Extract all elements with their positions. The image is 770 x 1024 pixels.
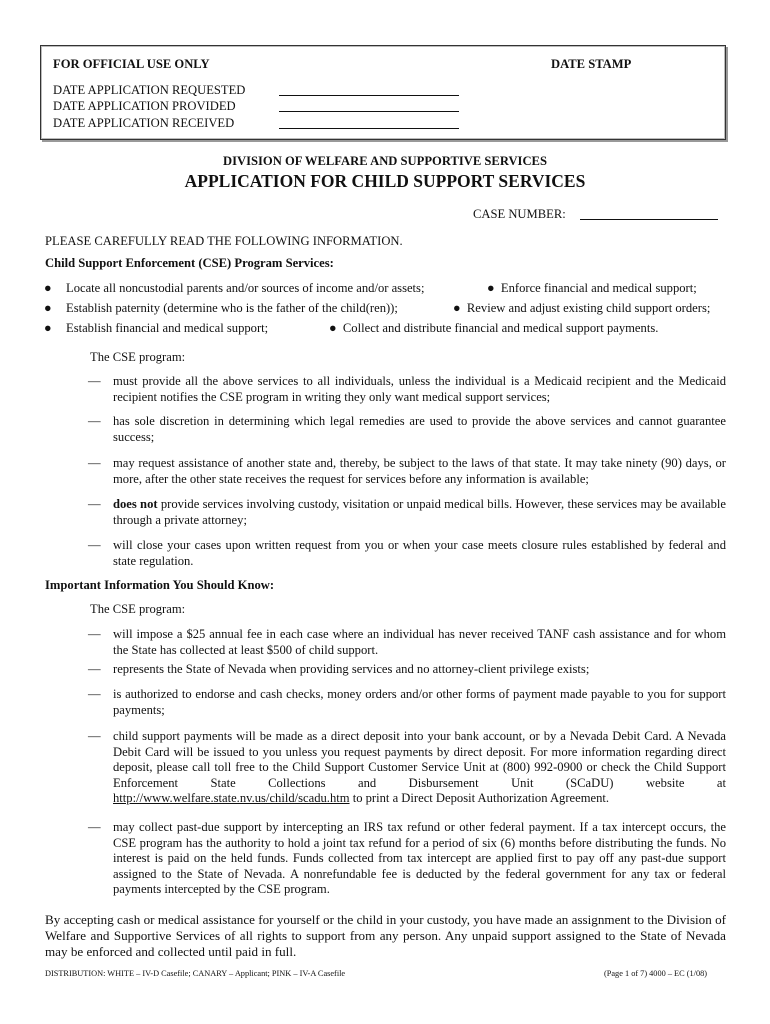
dash-icon: — <box>88 414 101 428</box>
service-row <box>329 321 658 337</box>
dash-icon: — <box>88 729 101 743</box>
page-title: APPLICATION FOR CHILD SUPPORT SERVICES <box>184 171 586 191</box>
dash-icon: — <box>88 538 101 552</box>
scadu-link[interactable]: http://www.welfare.state.nv.us/child/scadu.htm <box>113 791 350 805</box>
service-row <box>44 281 424 297</box>
service-left: Establish financial and medical support; <box>66 321 269 335</box>
bullet-icon: ● <box>487 281 495 295</box>
bullet-icon: ● <box>329 321 337 335</box>
date-received-label: DATE APPLICATION RECEIVED <box>53 116 235 130</box>
date-stamp-label: DATE STAMP <box>551 57 632 71</box>
dash-icon: — <box>88 687 101 701</box>
date-provided-field[interactable] <box>279 99 459 112</box>
bullet-icon: ● <box>44 301 52 315</box>
division-heading: DIVISION OF WELFARE AND SUPPORTIVE SERVICES <box>223 154 547 168</box>
important-program-label: The CSE program: <box>90 602 186 616</box>
service-row <box>44 321 268 337</box>
dash-icon: — <box>88 820 101 834</box>
service-right: Review and adjust existing child support orders; <box>466 301 711 315</box>
page-info-footer: (Page 1 of 7) 4000 – EC (1/08) <box>604 969 708 978</box>
list-item: — does not provide services involving custody, visitation or unpaid medical bills. However, these services may be available through a private attorney; <box>88 497 726 527</box>
dash-icon: — <box>88 662 101 676</box>
date-requested-label: DATE APPLICATION REQUESTED <box>53 83 246 97</box>
list-item: — is authorized to endorse and cash checks, money orders and/or other forms of payment made payable to you for support payments; <box>88 687 726 717</box>
does-not-emphasis: does not <box>113 497 158 511</box>
case-number-label: CASE NUMBER: <box>473 207 566 221</box>
distribution-footer: DISTRIBUTION: WHITE – IV-D Casefile; CANARY – Applicant; PINK – IV-A Casefile <box>45 969 346 978</box>
date-provided-label: DATE APPLICATION PROVIDED <box>53 99 236 113</box>
program-services-heading: Child Support Enforcement (CSE) Program Services: <box>45 256 334 270</box>
list-item: — may request assistance of another state and, thereby, be subject to the laws of that state. It may take ninety (90) days, or more, after the other state receives the request for services before any information is available; <box>88 456 726 486</box>
assignment-paragraph: By accepting cash or medical assistance for yourself or the child in your custody, you have made an assignment to the Division of Welfare and Supportive Services of all rights to support from any person. Any unpaid support assigned to the State of Nevada may be enforced and collected until paid in full. <box>45 912 726 959</box>
date-requested-field[interactable] <box>279 83 459 96</box>
service-left: Locate all noncustodial parents and/or sources of income and/or assets; <box>66 281 425 295</box>
list-item: — has sole discretion in determining which legal remedies are used to provide the above services and cannot guarantee success; <box>88 414 726 444</box>
list-item: — represents the State of Nevada when providing services and no attorney-client privilege exists; <box>88 662 590 676</box>
bullet-icon: ● <box>44 281 52 295</box>
service-row <box>44 301 398 317</box>
bullet-icon: ● <box>453 301 461 315</box>
list-item: — will impose a $25 annual fee in each case where an individual has never received TANF cash assistance and for whom the State has collected at least $500 of child support. <box>88 627 726 657</box>
list-item: — child support payments will be made as a direct deposit into your bank account, or by a Nevada Debit Card. A Nevada Debit Card will be issued to you unless you request payments by direct deposit. For more information regarding direct deposit, please call toll free to the Child Support Customer Service Unit at (800) 992-0900 or check the Child Support Enforcement State Collections and Disbursement Unit (SCaDU) website at http://www.welfare.state.nv.us/child/scadu.htm to print a Direct Deposit Authorization Agreement. <box>88 729 726 805</box>
official-use-heading: FOR OFFICIAL USE ONLY <box>53 57 210 71</box>
bullet-icon: ● <box>44 321 52 335</box>
dash-icon: — <box>88 497 101 511</box>
dash-icon: — <box>88 456 101 470</box>
list-item: — must provide all the above services to all individuals, unless the individual is a Medicaid recipient and the Medicaid recipient notifies the CSE program in writing they only want medical support services; <box>88 374 726 404</box>
list-item: — may collect past-due support by intercepting an IRS tax refund or other federal payment. If a tax intercept occurs, the CSE program has the authority to hold a joint tax refund for a period of six (6) months before distributing the funds. No interest is paid on the held funds. Funds collected from tax intercept are applied first to pay off any past-due support assigned to the State of Nevada. A nonrefundable fee is deducted by the federal government for any tax or federal payments intercepted by the CSE program. <box>88 820 726 896</box>
service-left: Establish paternity (determine who is the father of the child(ren)); <box>66 301 398 315</box>
read-notice: PLEASE CAREFULLY READ THE FOLLOWING INFORMATION. <box>45 234 403 248</box>
dash-icon: — <box>88 627 101 641</box>
list-item: — will close your cases upon written request from you or when your case meets closure rules established by federal and state regulation. <box>88 538 726 568</box>
service-row <box>487 281 697 297</box>
service-right: Enforce financial and medical support; <box>500 281 697 295</box>
dash-icon: — <box>88 374 101 388</box>
date-received-field[interactable] <box>279 116 459 129</box>
important-heading: Important Information You Should Know: <box>45 578 275 592</box>
service-row <box>453 301 710 317</box>
case-number-field[interactable] <box>580 207 718 220</box>
service-right: Collect and distribute financial and medical support payments. <box>342 321 659 335</box>
cse-program-label: The CSE program: <box>90 350 186 364</box>
